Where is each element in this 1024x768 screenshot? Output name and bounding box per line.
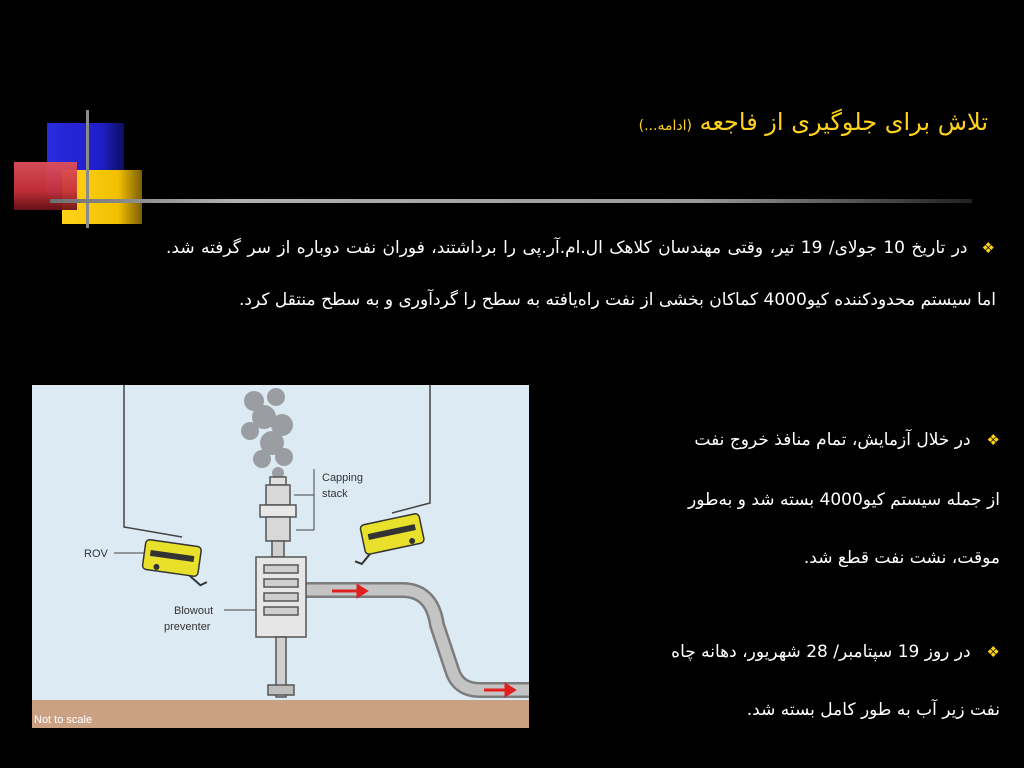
seabed <box>32 700 529 728</box>
paragraph-2-line-3: موقت، نشت نفت قطع شد. <box>803 548 1000 568</box>
paragraph-1-text: در تاریخ 10 جولای/ 19 تیر، وقتی مهندسان کلاهک ال.ام.آر.پی را برداشتند، فوران نفت دوباره از سر گرفته شد. اما سیستم محدودکننده کیو4000 کماکان بخشی از نفت راه‌یافته به سطح را گردآوری و به سطح منتقل کرد. <box>166 238 996 310</box>
capping-label-1: Capping <box>322 472 363 484</box>
title-divider-line <box>50 199 972 203</box>
bullet-icon: ❖ <box>986 643 1000 661</box>
paragraph-3-line-2: نفت زیر آب به طور کامل بسته شد. <box>746 700 1000 720</box>
slide-title-text: تلاش برای جلوگیری از فاجعه <box>699 108 988 136</box>
decor-vertical-line <box>86 110 89 228</box>
bullet-icon: ❖ <box>981 239 996 257</box>
not-to-scale-label: Not to scale <box>34 714 93 726</box>
paragraph-2-line-2: از جمله سیستم کیو4000 بسته شد و به‌طور <box>688 490 1000 510</box>
slide-title-suffix: (ادامه...) <box>638 118 692 134</box>
bop-label-1: Blowout <box>174 605 214 617</box>
bullet-icon: ❖ <box>986 431 1000 449</box>
capping-label-2: stack <box>322 488 348 500</box>
bop-label-2: preventer <box>164 621 211 633</box>
slide-title <box>639 108 988 136</box>
rov-label: ROV <box>84 548 108 560</box>
capping-stack-diagram <box>32 385 529 728</box>
paragraph-1 <box>166 222 996 326</box>
paragraph-2-line-1: ❖در خلال آزمایش، تمام منافذ خروج نفت <box>694 430 1000 450</box>
paragraph-3-line-1: ❖در روز 19 سپتامبر/ 28 شهریور، دهانه چاه <box>671 642 1000 662</box>
